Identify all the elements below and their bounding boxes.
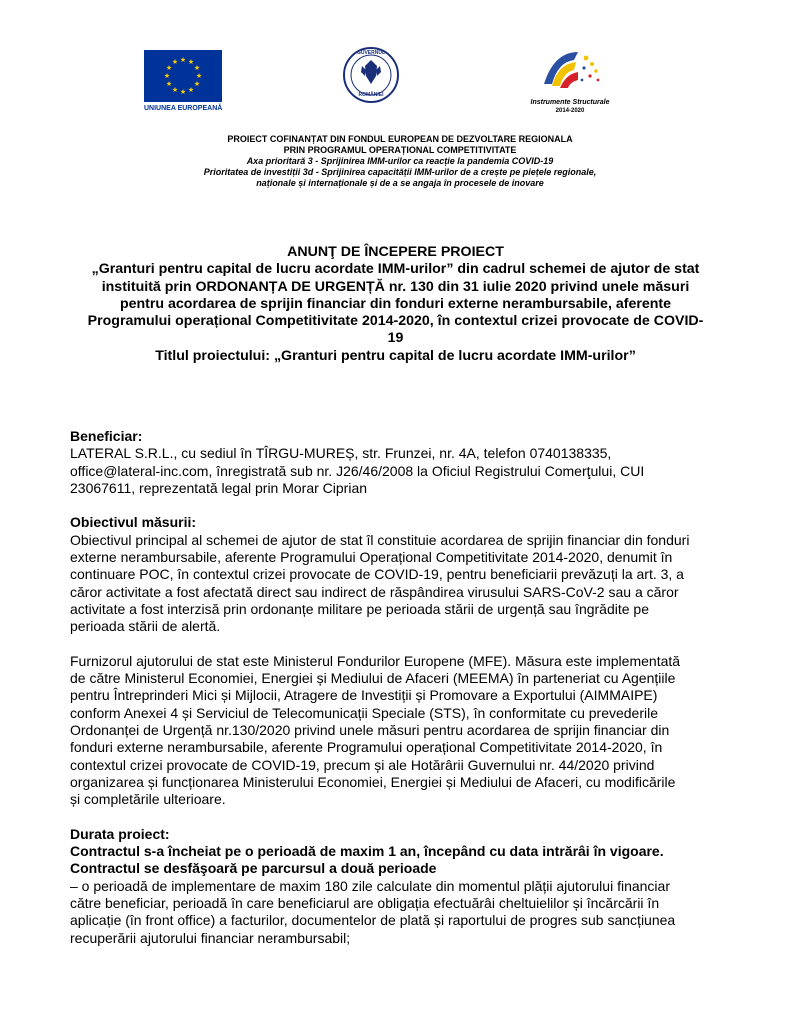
title-line: 19 (387, 330, 404, 347)
furnizor-line: Furnizorul ajutorului de stat este Ministerul Fondurilor Europene (MFE). Măsura este implementată (70, 652, 681, 669)
durata-line: recuperării ajutorului financiar nerambursabil; (70, 929, 351, 946)
announcement-title (66, 244, 725, 365)
furnizor-line: de către Ministerul Economiei, Energiei și Mediului de Afaceri (MEEMA) în parteneriat cu Agențiile (70, 670, 676, 687)
durata-bold-line: Contractul s-a încheiat pe o perioadă de maxim 1 an, începând cu data intrărâi în vigoare. (70, 843, 664, 860)
spacer (70, 809, 735, 826)
svg-text:★: ★ (179, 88, 187, 96)
obiectiv-line: Obiectivul principal al schemei de ajutor de stat îl constituie acordarea de sprijin financiar din fonduri (70, 531, 690, 548)
eu-flag-icon (144, 50, 222, 102)
beneficiar-line: office@lateral-inc.com, înregistrată sub nr. J26/46/2008 la Oficiul Registrului Comerţului, CUI (70, 462, 645, 479)
furnizor-line: organizarea și funcționarea Ministerului Economiei, Energiei și Mediului de Afaceri, cu modificările (70, 773, 676, 790)
svg-text:★: ★ (195, 72, 203, 80)
svg-text:★: ★ (165, 80, 173, 88)
svg-text:★: ★ (193, 80, 201, 88)
durata-heading: Durata proiect: (70, 825, 170, 842)
furnizor-line: Ordonanței de Urgență nr.130/2020 privind unele măsuri pentru acordarea de sprijin financiar din (70, 722, 670, 739)
durata-bold-line: Contractul se desfăşoară pe parcursul a două perioade (70, 860, 437, 877)
durata-line: aplicație (în front office) a facturilor, documentelor de plată și raportului de progres sub sancțiunea (70, 912, 676, 929)
structural-instruments-caption: Instrumente Structurale (530, 99, 610, 106)
durata-line: – o perioadă de implementare de maxim 180 zile calculate din momentul plății ajutorului financiar (70, 877, 670, 894)
title-line: ANUNŢ DE ÎNCEPERE PROIECT (287, 244, 504, 260)
structural-instruments-logo (524, 44, 616, 120)
government-seal-text-bottom: ROMÂNIEI (358, 92, 384, 98)
structural-instruments-icon (524, 44, 616, 98)
svg-text:★: ★ (171, 58, 179, 66)
svg-text:★: ★ (171, 86, 179, 94)
cofin-line: naționale și internaționale și de a se angaja în procesele de inovare (256, 178, 544, 188)
furnizor-line: și completările ulterioare. (70, 791, 226, 808)
beneficiar-line: LATERAL S.R.L., cu sediul în TÎRGU-MUREȘ, str. Frunzei, nr. 4A, telefon 0740138335, (70, 445, 612, 462)
structural-instruments-years: 2014-2020 (555, 108, 585, 114)
spacer (70, 497, 735, 514)
cofin-line: Axa prioritară 3 - Sprijinirea IMM-urilor ca reacție la pandemia COVID-19 (246, 156, 554, 166)
romanian-government-logo (342, 46, 400, 104)
title-line: instituită prin ORDONANȚA DE URGENȚĂ nr. 130 din 31 iulie 2020 privind unele măsuri (101, 278, 690, 295)
svg-text:★: ★ (187, 58, 195, 66)
government-seal-text-top: GUVERNUL (356, 50, 386, 56)
cofin-line: Prioritatea de investiții 3d - Sprijinirea capacității IMM-urilor de a crește pe piețele regionale, (203, 167, 597, 177)
svg-text:★: ★ (187, 86, 195, 94)
svg-text:★: ★ (179, 56, 187, 64)
obiectiv-heading: Obiectivul măsurii: (70, 514, 197, 531)
spacer (70, 636, 735, 653)
cofin-line: PROIECT COFINANȚAT DIN FONDUL EUROPEAN DE DEZVOLTARE REGIONALA (227, 134, 573, 144)
svg-text:★: ★ (165, 64, 173, 72)
title-line: Programului operațional Competitivitate 2014-2020, în contextul crizei provocate de COVID- (87, 313, 704, 330)
cofinancing-statement (120, 134, 680, 189)
furnizor-line: pentru Întreprinderi Mici și Mijlocii, Atragere de Investiții și Promovare a Exportului (AIMMAIPE) (70, 687, 658, 704)
svg-text:★: ★ (163, 72, 171, 80)
svg-text:★: ★ (193, 64, 201, 72)
eu-logo (144, 50, 222, 112)
eu-caption: UNIUNEA EUROPEANĂ (144, 105, 223, 112)
title-line: „Granturi pentru capital de lucru acordate IMM-urilor” din cadrul schemei de ajutor de stat (91, 261, 700, 278)
furnizor-line: conform Anexei 4 și Serviciul de Telecomunicații Speciale (STS), în conformitate cu prevederile (70, 704, 659, 721)
project-title-line: Titlul proiectului: „Granturi pentru capital de lucru acordate IMM-urilor” (155, 347, 636, 364)
title-line: pentru acordarea de sprijin financiar din fonduri externe nerambursabile, aferente (119, 295, 672, 312)
beneficiar-line: 23067611, reprezentată legal prin Morar Ciprian (70, 479, 368, 496)
furnizor-line: contextul crizei provocate de COVID-19, precum și ale Hotărârii Guvernului nr. 44/2020 privind (70, 756, 655, 773)
obiectiv-line: externe nerambursabile, aferente Programului Operațional Competitivitate 2014-2020, denumit în (70, 549, 673, 566)
document-body (70, 428, 735, 947)
logo-row (0, 40, 791, 120)
obiectiv-line: perioada stării de alertă. (70, 618, 221, 635)
cofin-line: PRIN PROGRAMUL OPERAȚIONAL COMPETITIVITATE (283, 145, 517, 155)
obiectiv-line: activitate a fost interzisă prin ordonanțe militare pe perioada stării de urgență sau îngrădite pe (70, 600, 650, 617)
obiectiv-line: căror activitate a fost afectată direct sau indirect de răspândirea virusului SARS-CoV-2 sau a căror (70, 583, 679, 600)
durata-line: către beneficiar, perioadă în care beneficiarul are obligația efectuărâi cheltuielilor și încărcării în (70, 895, 660, 912)
obiectiv-line: continuare POC, în contextul crizei provocate de COVID-19, pentru beneficiarii prevăzuți la art. 3, a (70, 566, 684, 583)
furnizor-line: fonduri externe nerambursabile, aferente Programului operațional Competitivitate 2014-2020, în (70, 739, 663, 756)
beneficiar-heading: Beneficiar: (70, 428, 143, 444)
